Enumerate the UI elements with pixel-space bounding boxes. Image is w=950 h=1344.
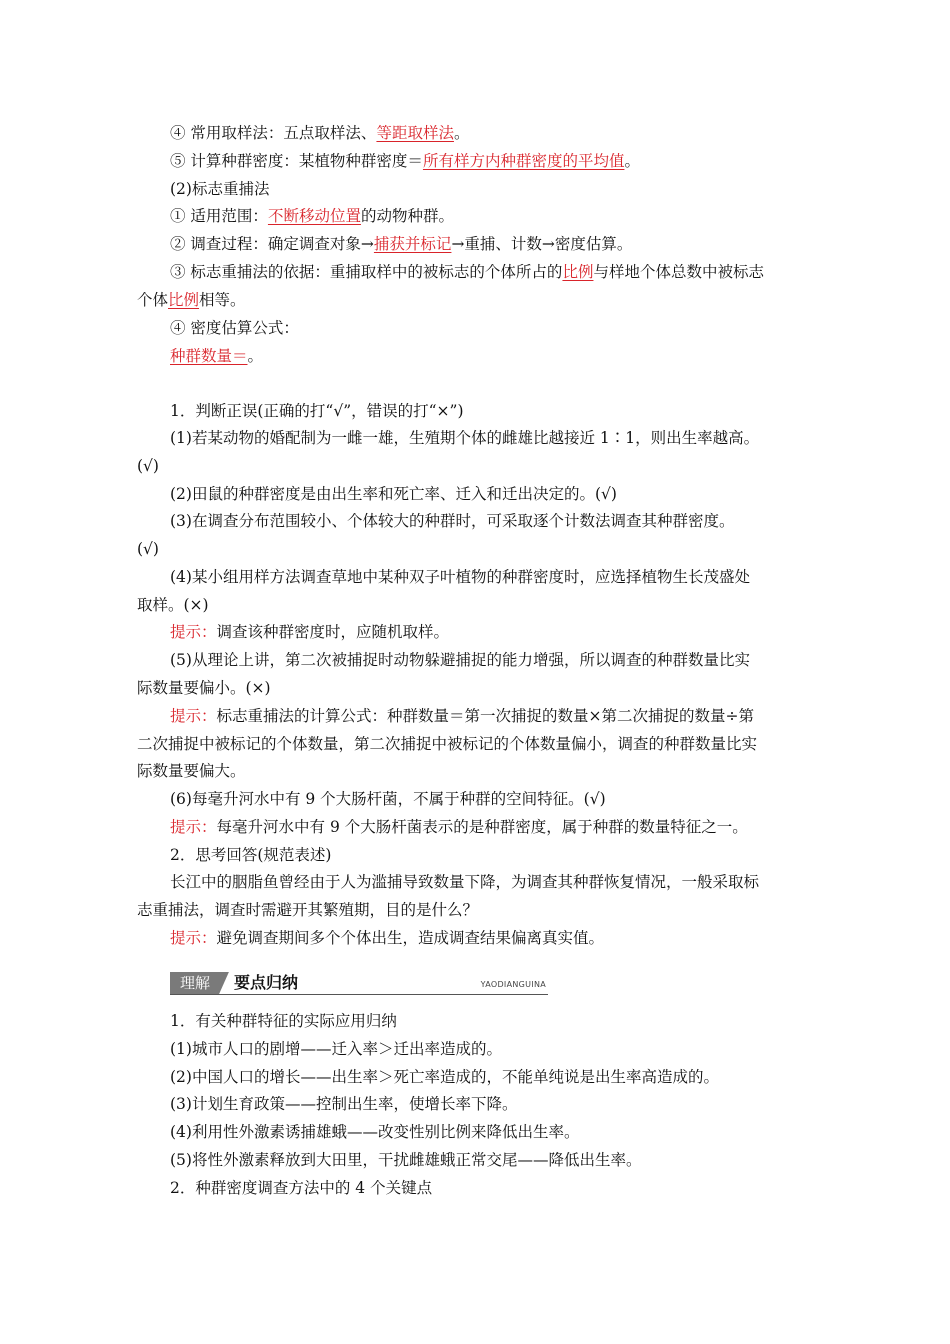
judge-hint-5: 提示：标志重捕法的计算公式：种群数量＝第一次捕捉的数量×第二次捕捉的数量÷第 (170, 707, 754, 725)
judge-q2: (2)田鼠的种群密度是由出生率和死亡率、迁入和迁出决定的。(√) (170, 485, 617, 503)
line-formula: 种群数量＝。 (170, 347, 264, 365)
judge-hint-6: 提示：每毫升河水中有 9 个大肠杆菌表示的是种群密度，属于种群的数量特征之一。 (170, 818, 748, 836)
judge-hint-5-cont: 二次捕捉中被标记的个体数量，第二次捕捉中被标记的个体数量偏小，调查的种群数量比实 (137, 735, 758, 753)
banner-rule (170, 994, 548, 995)
summary-heading: 1．有关种群特征的实际应用归纳 (170, 1012, 397, 1030)
banner-pinyin: YAODIANGUINA (480, 980, 546, 989)
line-basis-1: ③ 标志重捕法的依据：重捕取样中的被标志的个体所占的比例与样地个体总数中被标志 (170, 263, 764, 281)
think-heading: 2．思考回答(规范表述) (170, 846, 332, 864)
judge-q6: (6)每毫升河水中有 9 个大肠杆菌，不属于种群的空间特征。(√) (170, 790, 606, 808)
hint-label: 提示： (170, 707, 217, 725)
banner-title: 要点归纳 (234, 973, 299, 992)
judge-q3: (3)在调查分布范围较小、个体较大的种群时，可采取逐个计数法调查其种群密度。 (170, 512, 735, 530)
judge-q3-answer: (√) (137, 540, 159, 558)
judge-q5: (5)从理论上讲，第二次被捕捉时动物躲避捕捉的能力增强，所以调查的种群数量比实 (170, 651, 750, 669)
line-density-calc: ⑤ 计算种群密度：某植物种群密度＝所有样方内种群密度的平均值。 (170, 152, 640, 170)
judge-hint-4: 提示：调查该种群密度时，应随机取样。 (170, 623, 450, 641)
section-banner (170, 972, 548, 996)
hint-label: 提示： (170, 818, 217, 836)
answer-equidistant-sampling: 等距取样法 (376, 124, 454, 142)
judge-q1: (1)若某动物的婚配制为一雌一雄，生殖期个体的雌雄比越接近 1∶1，则出生率越高。 (170, 429, 760, 447)
summary-item-4: (4)利用性外激素诱捕雄蛾——改变性别比例来降低出生率。 (170, 1123, 580, 1141)
judge-q5-cont: 际数量要偏小。(×) (137, 679, 271, 697)
hint-label: 提示： (170, 623, 217, 641)
line-basis-2: 个体比例相等。 (137, 291, 246, 309)
judge-q4-cont: 取样。(×) (137, 596, 209, 614)
answer-ratio-1: 比例 (562, 263, 594, 281)
think-question-cont: 志重捕法，调查时需避开其繁殖期，目的是什么？ (137, 901, 479, 919)
think-answer: 提示：避免调查期间多个个体出生，造成调查结果偏离真实值。 (170, 929, 605, 947)
line-sampling-methods: ④ 常用取样法：五点取样法、等距取样法。 (170, 124, 470, 142)
answer-ratio-2: 比例 (168, 291, 200, 309)
line-applicable-range: ① 适用范围：不断移动位置的动物种群。 (170, 207, 454, 225)
think-question: 长江中的胭脂鱼曾经由于人为滥捕导致数量下降，为调查其种群恢复情况，一般采取标 (170, 873, 760, 891)
answer-capture-mark: 捕获并标记 (373, 235, 452, 253)
line-mark-recapture-heading: (2)标志重捕法 (170, 180, 270, 198)
summary-item-5: (5)将性外激素释放到大田里，干扰雌雄蛾正常交尾——降低出生率。 (170, 1151, 642, 1169)
judge-q4: (4)某小组用样方法调查草地中某种双子叶植物的种群密度时，应选择植物生长茂盛处 (170, 568, 750, 586)
banner-tag: 理解 (170, 972, 220, 994)
answer-average-density: 所有样方内种群密度的平均值 (422, 152, 625, 170)
summary-item-1: (1)城市人口的剧增——迁入率＞迁出率造成的。 (170, 1040, 502, 1058)
summary-item-2: (2)中国人口的增长——出生率＞死亡率造成的，不能单纯说是出生率高造成的。 (170, 1068, 719, 1086)
summary-heading-2: 2．种群密度调查方法中的 4 个关键点 (170, 1179, 433, 1197)
line-survey-process: ② 调查过程：确定调查对象→捕获并标记→重捕、计数→密度估算。 (170, 235, 633, 253)
answer-moving-position: 不断移动位置 (267, 207, 361, 225)
answer-population-formula: 种群数量＝ (170, 347, 248, 365)
judge-heading: 1．判断正误(正确的打“√”，错误的打“×”) (170, 402, 464, 420)
line-formula-heading: ④ 密度估算公式： (170, 319, 299, 337)
judge-q1-answer: (√) (137, 457, 159, 475)
judge-hint-5-cont2: 际数量要偏大。 (137, 762, 246, 780)
summary-item-3: (3)计划生育政策——控制出生率，使增长率下降。 (170, 1095, 518, 1113)
hint-label: 提示： (170, 929, 217, 947)
